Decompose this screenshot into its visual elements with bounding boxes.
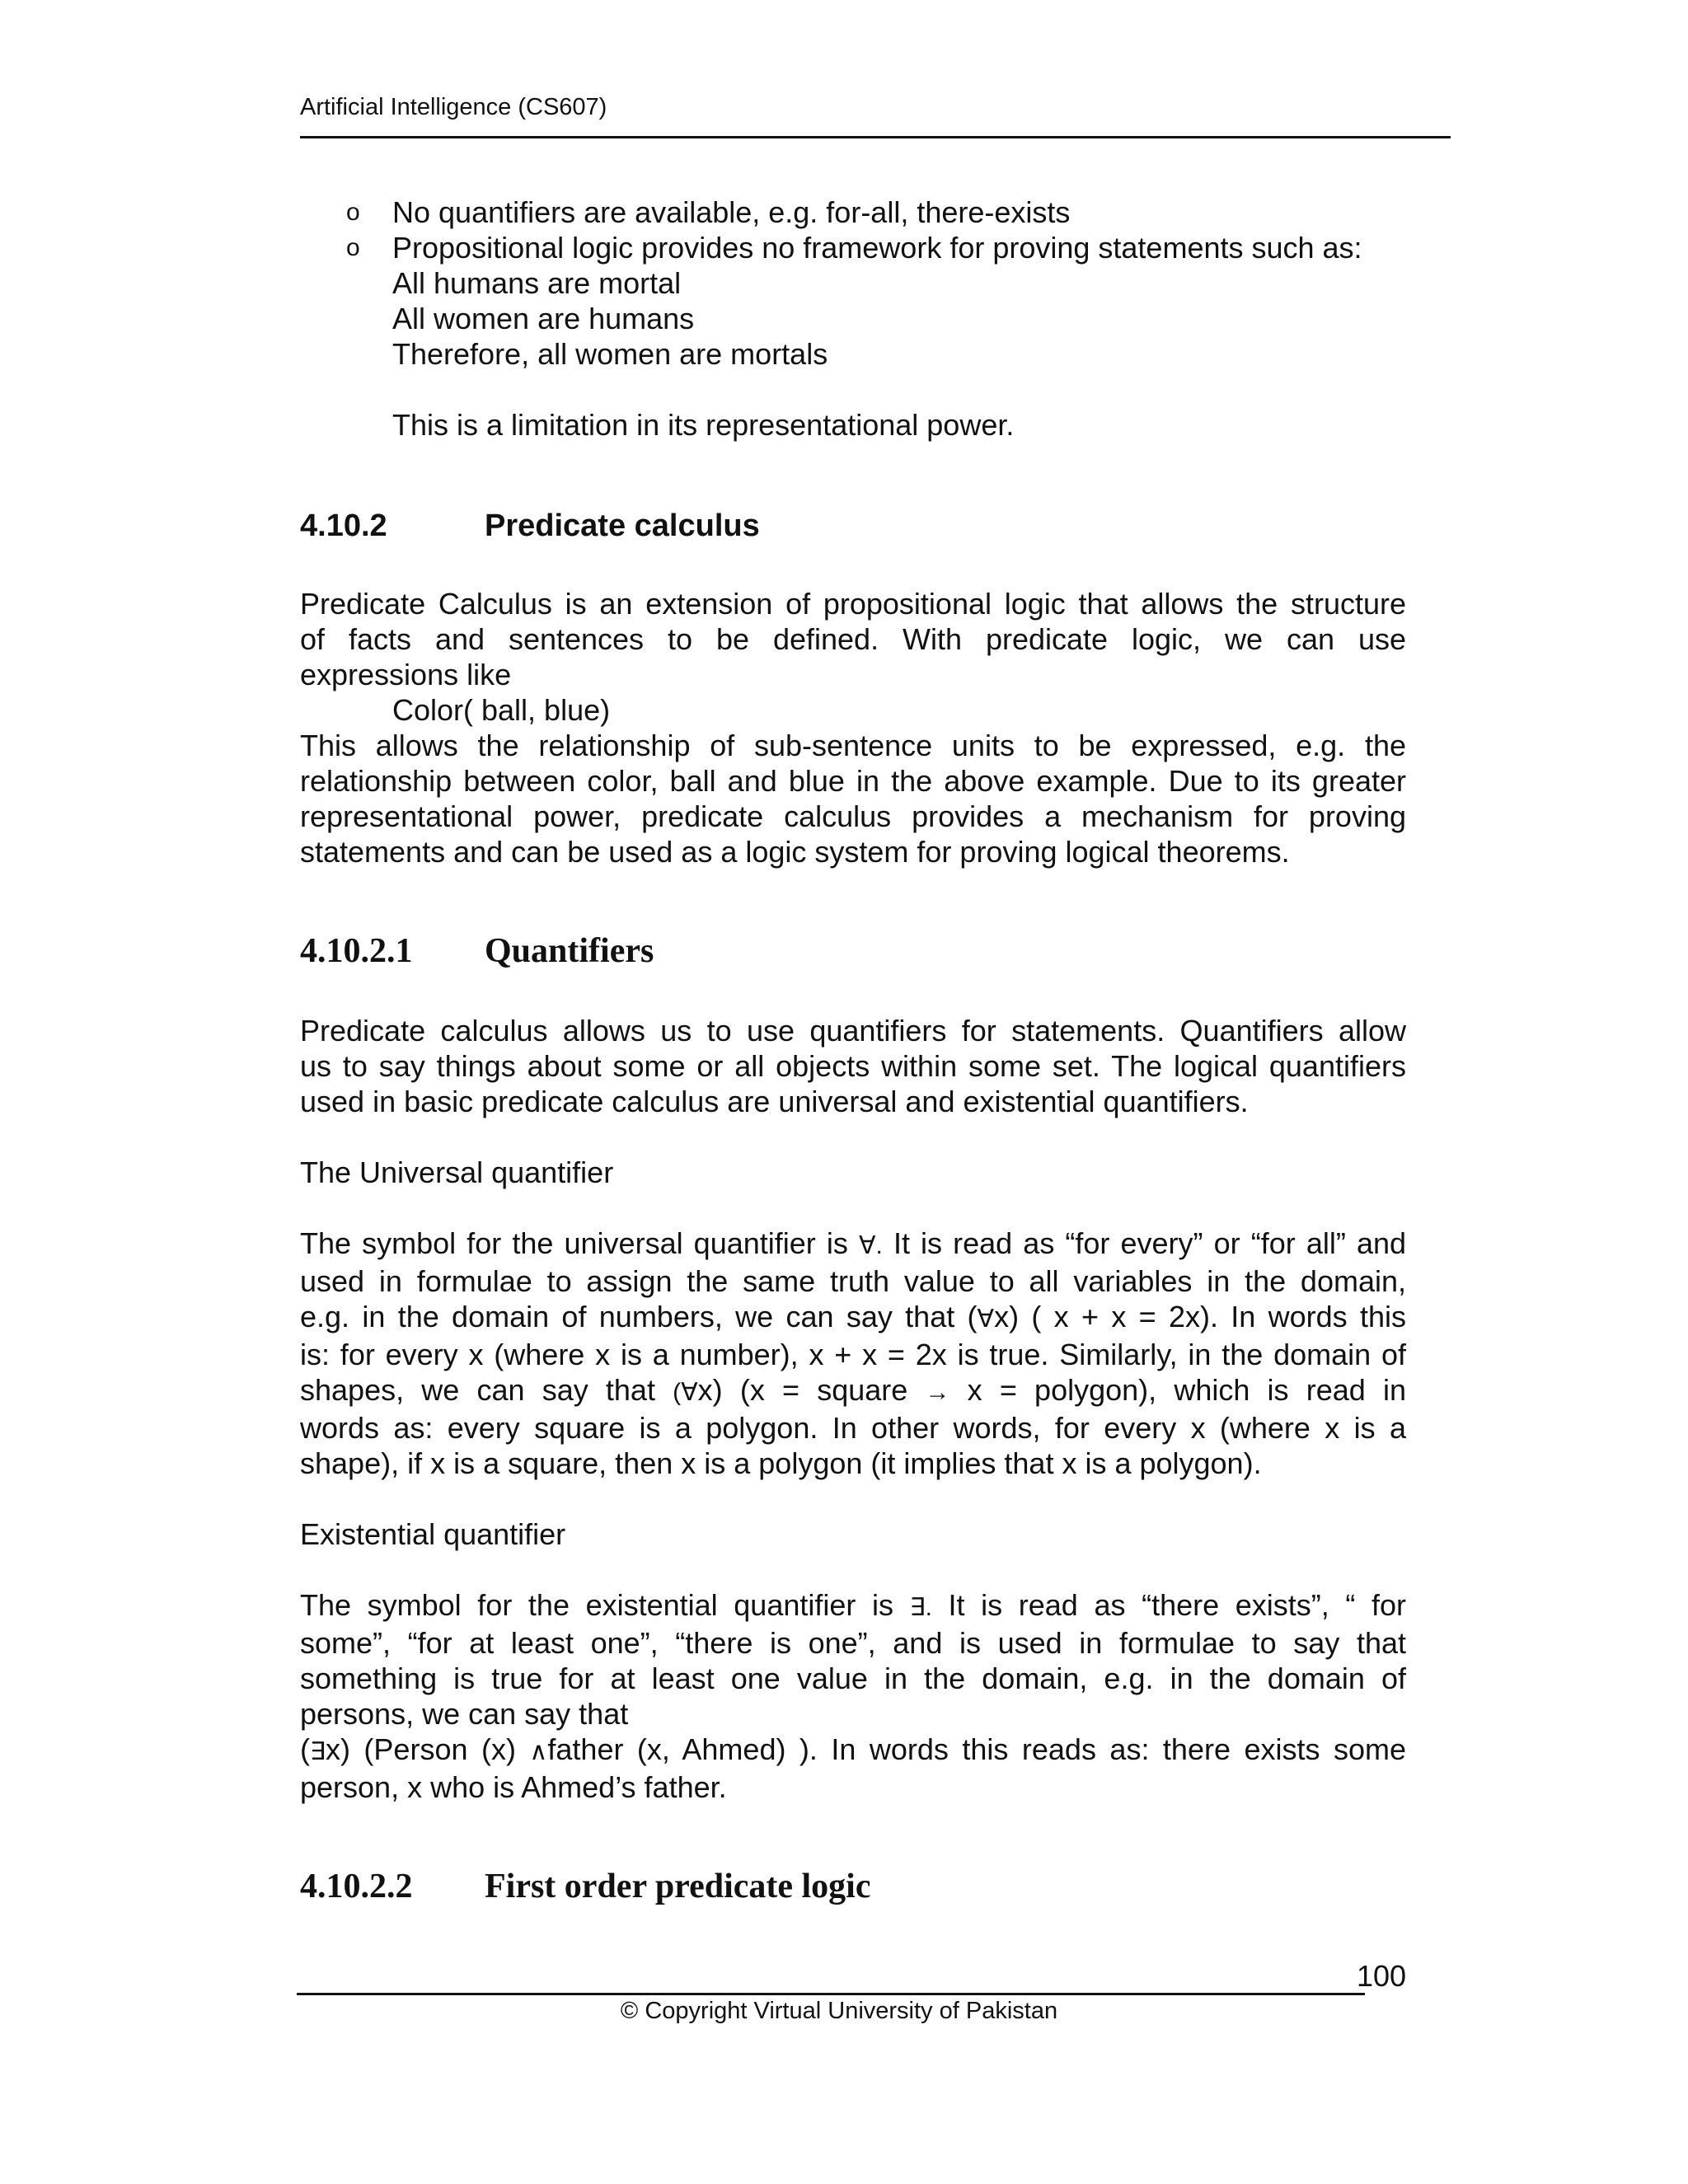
quantifiers-paragraph [300, 1013, 1406, 1119]
existential-heading: Existential quantifier [300, 1517, 566, 1551]
syllogism-line: All women are humans [392, 302, 695, 335]
header-rule [300, 136, 1451, 138]
text-line [300, 1732, 1406, 1769]
text-span: x) ( x + x = 2x). In words this [994, 1300, 1406, 1333]
bullet-item [300, 230, 1406, 265]
text-line: some”, “for at least one”, “there is one”, and is used in formulae to say that [300, 1626, 1406, 1660]
universal-heading: The Universal quantifier [300, 1155, 614, 1189]
exists-symbol: ∃. [909, 1594, 932, 1621]
section-title: Predicate calculus [485, 509, 760, 543]
limitation-note: This is a limitation in its representational power. [392, 408, 1015, 442]
page-content [300, 194, 1406, 1948]
forall-symbol: ∀ [977, 1305, 995, 1333]
section-heading-quantifiers [300, 930, 1406, 972]
text-line: shape), if x is a square, then x is a polygon (it implies that x is a polygon). [300, 1446, 1262, 1480]
copyright-text: © Copyright Virtual University of Pakistan [620, 1998, 1058, 2024]
implies-symbol: → [925, 1379, 950, 1406]
text-line: statements and can be used as a logic system for proving logical theorems. [300, 835, 1290, 869]
section-number: 4.10.2.1 [300, 932, 413, 970]
text-line [300, 1587, 1406, 1625]
text-line [300, 1299, 1406, 1337]
text-span: x) (Person (x) [325, 1732, 530, 1766]
bullet-text: No quantifiers are available, e.g. for-all, there-exists [392, 195, 1071, 229]
copyright-notice [0, 1996, 1688, 2026]
predicate-paragraph-1 [300, 586, 1406, 692]
text-span: shapes, we can say that [300, 1373, 673, 1407]
forall-symbol: ∀. [858, 1232, 883, 1259]
bullet-mark: o [346, 199, 360, 226]
section-title: Quantifiers [485, 932, 654, 970]
existential-paragraph [300, 1587, 1406, 1805]
text-line: This allows the relationship of sub-sentence units to be expressed, e.g. the [300, 729, 1406, 762]
section-title: First order predicate logic [485, 1868, 871, 1905]
section-heading-first-order-predicate-logic [300, 1866, 1406, 1907]
text-span: It is read as “there exists”, “ for [931, 1588, 1406, 1622]
text-line: is: for every x (where x is a number), x + x = 2x is true. Similarly, in the domain of [300, 1338, 1406, 1371]
text-line: something is true for at least one value in the domain, e.g. in the domain of [300, 1661, 1406, 1695]
and-symbol: ∧ [529, 1738, 548, 1765]
text-line: persons, we can say that [300, 1697, 629, 1731]
section-number: 4.10.2 [300, 509, 387, 543]
text-line: Predicate Calculus is an extension of propositional logic that allows the structure [300, 587, 1406, 621]
bullet-text: Propositional logic provides no framework for proving statements such as: [392, 231, 1362, 265]
universal-paragraph [300, 1226, 1406, 1481]
section-heading-predicate-calculus [300, 507, 1406, 545]
text-span: e.g. in the domain of numbers, we can say that ( [300, 1300, 978, 1333]
bullet-item [300, 194, 1406, 230]
text-line: person, x who is Ahmed’s father. [300, 1770, 727, 1804]
text-span: ( [300, 1732, 310, 1766]
text-span: The symbol for the existential quantifier is [300, 1588, 910, 1622]
text-line: Predicate calculus allows us to use quantifiers for statements. Quantifiers allow [300, 1014, 1406, 1047]
bullet-mark: o [346, 234, 360, 261]
text-line: words as: every square is a polygon. In other words, for every x (where x is a [300, 1411, 1406, 1445]
predicate-paragraph-2 [300, 728, 1406, 869]
text-line: representational power, predicate calculus provides a mechanism for proving [300, 799, 1406, 833]
exists-symbol: ∃ [310, 1738, 326, 1765]
text-line: us to say things about some or all objects within some set. The logical quantifiers [300, 1049, 1406, 1083]
text-span: father (x, Ahmed) ). In words this reads as: there exists some [547, 1732, 1406, 1766]
text-line: used in basic predicate calculus are universal and existential quantifiers. [300, 1085, 1249, 1118]
page-number: 100 [1357, 1959, 1407, 1993]
syllogism-line: All humans are mortal [392, 266, 682, 300]
section-number: 4.10.2.2 [300, 1868, 413, 1905]
text-line: expressions like [300, 658, 512, 691]
running-header: Artificial Intelligence (CS607) [300, 94, 607, 120]
text-line [300, 1372, 1406, 1410]
text-span: x) (x = square [697, 1373, 926, 1407]
text-span: x = polygon), which is read in [950, 1373, 1406, 1407]
syllogism-line: Therefore, all women are mortals [392, 337, 828, 371]
text-line: of facts and sentences to be defined. With predicate logic, we can use [300, 622, 1406, 656]
forall-symbol: (∀ [673, 1379, 698, 1406]
text-line: relationship between color, ball and blue in the above example. Due to its greater [300, 764, 1406, 798]
color-example: Color( ball, blue) [392, 693, 611, 727]
text-span: It is read as “for every” or “for all” and [882, 1226, 1407, 1260]
text-span: The symbol for the universal quantifier is [300, 1226, 859, 1260]
text-line: used in formulae to assign the same truth value to all variables in the domain, [300, 1264, 1406, 1298]
footer-rule [297, 1993, 1365, 1995]
text-line [300, 1226, 1406, 1263]
bullet-list [300, 194, 1406, 265]
